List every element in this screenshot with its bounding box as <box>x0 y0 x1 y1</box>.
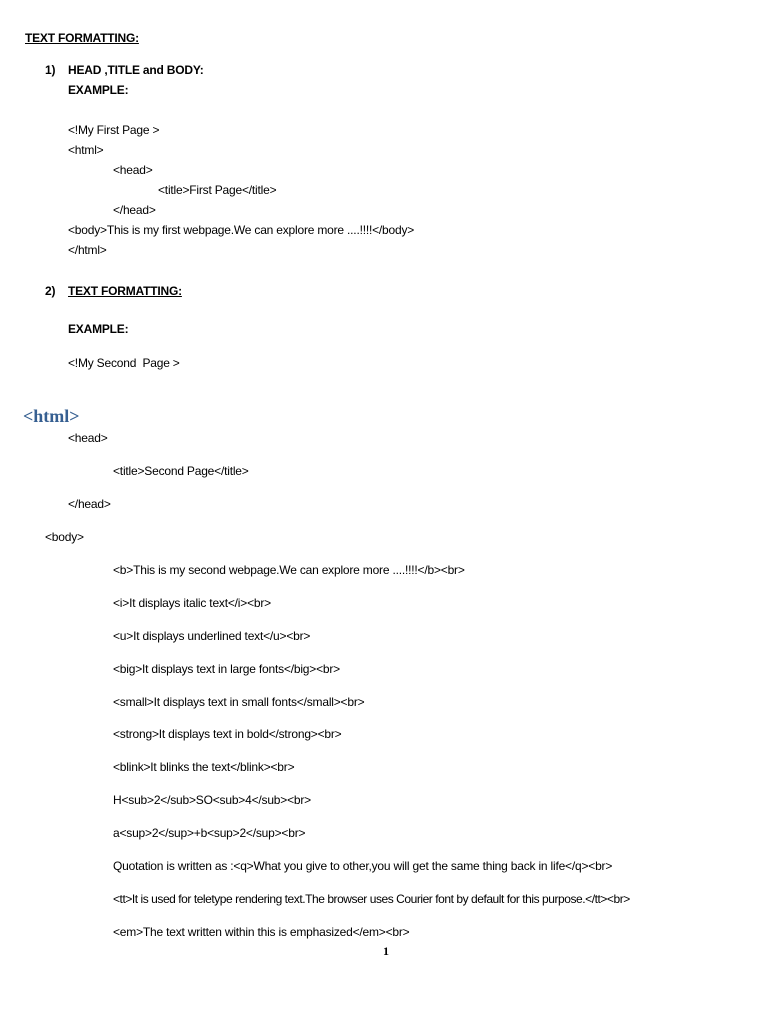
body-code-line: <small>It displays text in small fonts</small><br> <box>113 695 365 709</box>
code-line: <title>First Page</title> <box>158 183 277 197</box>
code-line: </head> <box>113 203 156 217</box>
section-1-number: 1) <box>45 63 56 77</box>
code-line: <html> <box>68 143 104 157</box>
body-code-line: <em>The text written within this is emphasized</em><br> <box>113 925 410 939</box>
body-code-line: <u>It displays underlined text</u><br> <box>113 629 311 643</box>
body-code-line: <blink>It blinks the text</blink><br> <box>113 760 295 774</box>
body-code-line: <strong>It displays text in bold</strong><br> <box>113 727 342 741</box>
code-line: <!My First Page > <box>68 123 160 137</box>
code-line: <body> <box>45 530 84 544</box>
code-line: <title>Second Page</title> <box>113 464 249 478</box>
section-2-title: TEXT FORMATTING: <box>68 284 182 298</box>
body-code-line: <b>This is my second webpage.We can explore more ....!!!!</b><br> <box>113 563 465 577</box>
body-code-line: a<sup>2</sup>+b<sup>2</sup><br> <box>113 826 306 840</box>
section-1-title: HEAD ,TITLE and BODY: <box>68 63 204 77</box>
page-heading: TEXT FORMATTING: <box>25 31 139 45</box>
code-line: </head> <box>68 497 111 511</box>
code-line: <head> <box>113 163 153 177</box>
body-code-line: Quotation is written as :<q>What you give to other,you will get the same thing back in life</q><br> <box>113 859 613 873</box>
section-1-example-label: EXAMPLE: <box>68 83 129 97</box>
code-comment: <!My Second Page > <box>68 356 180 370</box>
body-code-line: <big>It displays text in large fonts</big><br> <box>113 662 340 676</box>
html-heading: <html> <box>23 406 80 426</box>
section-2-number: 2) <box>45 284 56 298</box>
section-2-example-label: EXAMPLE: <box>68 322 129 336</box>
code-line: <body>This is my first webpage.We can explore more ....!!!!</body> <box>68 223 415 237</box>
body-code-line: <tt>It is used for teletype rendering text.The browser uses Courier font by default for this purpose.</tt><br> <box>113 892 630 906</box>
body-code-line: <i>It displays italic text</i><br> <box>113 596 271 610</box>
code-line: <head> <box>68 431 108 445</box>
code-line: </html> <box>68 243 107 257</box>
page-number: 1 <box>383 944 389 958</box>
body-code-line: H<sub>2</sub>SO<sub>4</sub><br> <box>113 793 311 807</box>
